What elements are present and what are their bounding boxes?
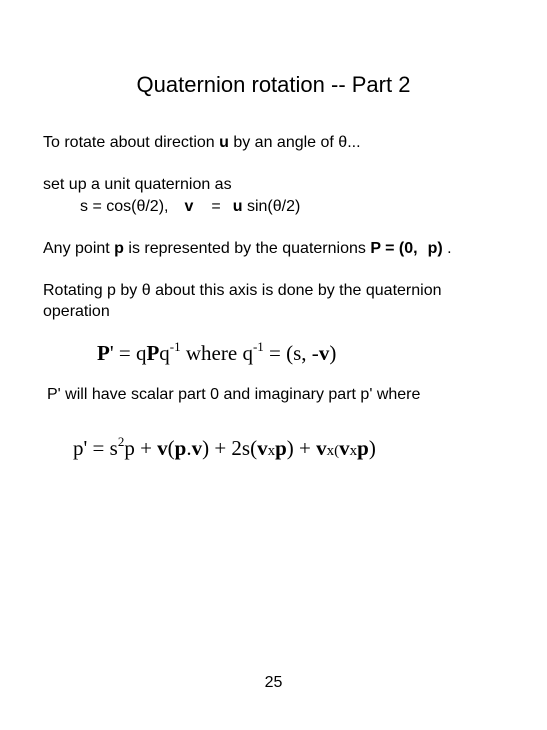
expansion-formula: $p' = s^2p + v(p.v) + 2s(vxp) + vx(vxp)$ bbox=[73, 434, 376, 460]
page-number: 25 bbox=[264, 674, 283, 691]
rotation-formula: P' = qPq$^{-1}$ where $q^{-1} = (s$, -v) bbox=[97, 339, 337, 365]
setup-line: set up a unit quaternion as bbox=[43, 176, 232, 193]
slide-title: Quaternion rotation -- Part 2 bbox=[136, 72, 411, 97]
point-representation-line: Any point p is represented by the quaternions P = (0, p) . bbox=[43, 240, 452, 257]
intro-line: To rotate about direction u by an angle of θ... bbox=[43, 134, 361, 151]
rotation-line: Rotating p by θ about this axis is done by the quaternion bbox=[43, 282, 442, 299]
quaternion-definition: s = cos(θ/2), v = u sin(θ/2) bbox=[80, 198, 301, 215]
scalar-part-line: P' will have scalar part 0 and imaginary part p' where bbox=[47, 386, 421, 403]
operation-line: operation bbox=[43, 303, 110, 320]
